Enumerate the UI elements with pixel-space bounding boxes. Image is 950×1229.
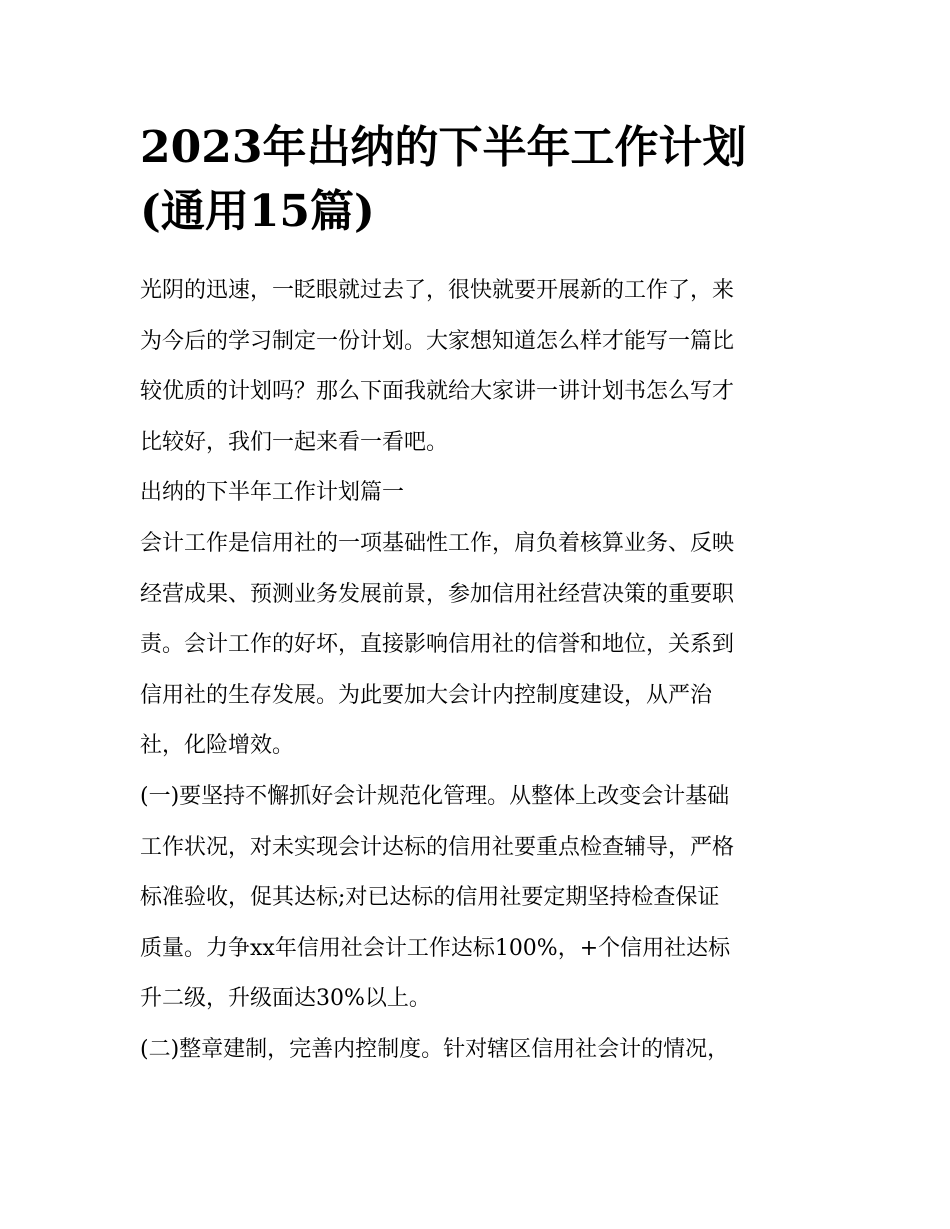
title-line: 2023年出纳的下半年工作计划 (140, 122, 747, 173)
body-line: (一)要坚持不懈抓好会计规范化管理。从整体上改变会计基础 (140, 783, 730, 809)
body-line: 较优质的计划吗？那么下面我就给大家讲一讲计划书怎么写才 (140, 379, 735, 405)
body-line: 责。会计工作的好坏，直接影响信用社的信誉和地位，关系到 (140, 632, 735, 658)
body-line: 比较好，我们一起来看一看吧。 (140, 429, 449, 455)
section-heading: 出纳的下半年工作计划篇一 (140, 480, 405, 506)
body-line: (二)整章建制，完善内控制度。针对辖区信用社会计的情况， (140, 1036, 730, 1062)
body-line: 会计工作是信用社的一项基础性工作，肩负着核算业务、反映 (140, 530, 735, 556)
body-line: 光阴的迅速，一眨眼就过去了，很快就要开展新的工作了，来 (140, 278, 735, 303)
document-page (140, 120, 812, 1076)
body-line: 社，化险增效。 (140, 733, 295, 759)
title-line: (通用15篇) (140, 186, 375, 237)
body-line: 标准验收，促其达标;对已达标的信用社要定期坚持检查保证 (140, 885, 720, 911)
body-line: 质量。力争xx年信用社会计工作达标100%，+个信用社达标 (140, 935, 731, 961)
document-body (140, 266, 812, 1076)
body-line: 升二级，升级面达30%以上。 (140, 986, 431, 1012)
body-line: 为今后的学习制定一份计划。大家想知道怎么样才能写一篇比 (140, 328, 735, 354)
body-line: 经营成果、预测业务发展前景，参加信用社经营决策的重要职 (140, 581, 735, 607)
body-line: 信用社的生存发展。为此要加大会计内控制度建设，从严治 (140, 682, 713, 708)
document-title (140, 120, 812, 240)
body-line: 工作状况，对未实现会计达标的信用社要重点检查辅导，严格 (140, 834, 735, 860)
